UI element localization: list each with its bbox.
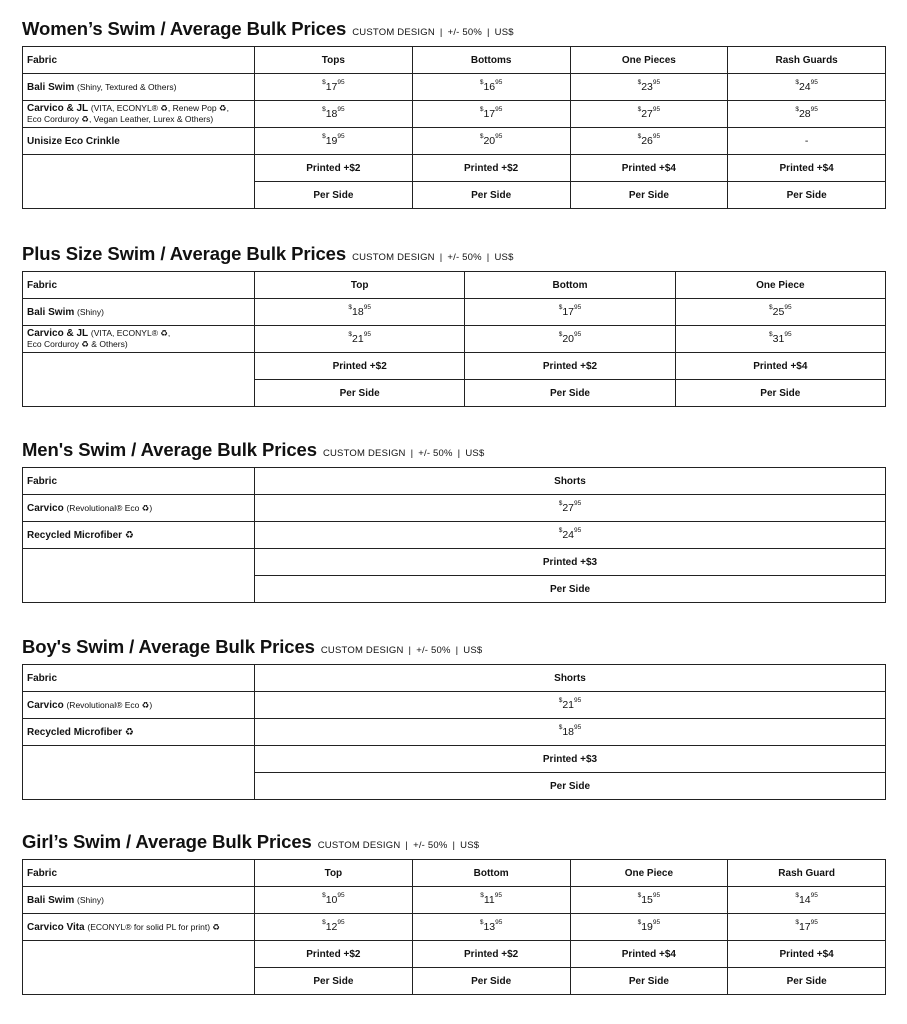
printed-surcharge: Printed +$2 [255,353,465,380]
price-currency: $ [479,133,484,140]
printed-surcharge: Printed +$4 [570,941,728,968]
price-dollars: 15 [641,894,653,906]
header-fabric: Fabric [23,665,255,692]
price-cell [728,128,886,155]
printed-surcharge: Printed +$4 [728,155,886,182]
price-cents: 95 [337,106,345,113]
meta-currency: US$ [494,252,514,263]
header-row [23,468,886,495]
blank-cell [23,353,255,407]
table-row [23,914,886,941]
price-table [22,271,886,407]
price-dollars: 17 [483,108,496,120]
meta-divider: | [405,840,409,851]
price-table [22,664,886,800]
price-table [22,859,886,995]
fabric-name: Carvico & JL [27,328,89,339]
section-boys-swim [22,636,885,800]
price-cents: 95 [574,331,582,338]
meta-range: +/- 50% [447,27,482,38]
header-row [23,272,886,299]
price-cents: 95 [810,106,818,113]
price-currency: $ [637,133,642,140]
section-plus-size-swim [22,243,885,407]
title-row [22,636,885,660]
fabric-cell [23,128,255,155]
price-dollars: 21 [352,333,364,345]
price-currency: $ [479,106,484,113]
price-cell [728,101,886,128]
header-column: Top [255,272,465,299]
table-row [23,522,886,549]
price-cell [465,326,675,353]
printed-row [23,549,886,576]
fabric-cell [23,887,255,914]
price-currency: $ [769,331,773,338]
table-row [23,326,886,353]
title-meta [323,448,485,459]
price-cents: 95 [363,331,371,338]
price-currency: $ [558,331,563,338]
price-dollars: 11 [483,894,495,906]
header-fabric: Fabric [23,860,255,887]
price-currency: $ [322,79,326,86]
fabric-name: Bali Swim [27,81,75,93]
price-cents: 95 [495,919,503,926]
price-cell [675,299,885,326]
meta-custom-design: CUSTOM DESIGN [317,840,401,851]
price-cell [412,128,570,155]
price-cents: 95 [652,106,661,113]
price-cents: 95 [784,331,792,338]
header-column: One Pieces [570,47,728,74]
fabric-name: Bali Swim [27,894,75,906]
meta-currency: US$ [465,448,485,459]
price-dollars: 18 [562,726,575,738]
price-currency: $ [637,919,642,926]
price-cell [255,914,413,941]
price-currency: $ [795,106,799,113]
price-dollars: 13 [483,921,496,933]
fabric-note-line2: Eco Corduroy ♻ & Others) [27,339,128,349]
header-column: One Piece [675,272,885,299]
fabric-note-line2: Eco Corduroy ♻, Vegan Leather, Lurex & Others) [27,114,214,124]
section-girls-swim [22,831,885,995]
price-cell [255,495,886,522]
price-cell [675,326,885,353]
price-cents: 95 [574,500,582,507]
section-title: Boy's Swim / Average Bulk Prices [22,636,315,657]
header-column: Rash Guard [728,860,886,887]
section-mens-swim [22,439,885,603]
header-column: Bottoms [412,47,570,74]
meta-currency: US$ [494,27,514,38]
table-row [23,719,886,746]
meta-divider: | [455,645,459,656]
price-dollars: 17 [798,921,811,933]
price-dollars: 18 [325,108,338,120]
price-cents: 95 [495,106,503,113]
price-currency: $ [795,79,799,86]
price-cell [412,101,570,128]
header-fabric: Fabric [23,47,255,74]
price-dollars: 26 [641,135,653,147]
price-cents: 95 [784,304,792,311]
header-row [23,47,886,74]
printed-surcharge: Printed +$4 [675,353,885,380]
section-title: Girl’s Swim / Average Bulk Prices [22,831,312,852]
per-side-label: Per Side [465,380,675,407]
fabric-cell [23,299,255,326]
price-currency: $ [322,106,326,113]
section-womens-swim [22,18,885,209]
title-meta [318,840,480,851]
price-cents: 95 [494,892,502,899]
header-column: Rash Guards [728,47,886,74]
per-side-label: Per Side [255,576,886,603]
title-meta [321,645,483,656]
price-cents: 95 [337,79,345,86]
price-cents: 95 [574,724,582,731]
fabric-note: (ECONYL® for solid PL for print) ♻ [87,921,221,932]
price-cell [255,887,413,914]
fabric-name: Carvico [27,502,64,514]
fabric-note: (Shiny) [77,894,104,905]
printed-surcharge: Printed +$3 [255,549,886,576]
price-cell [570,914,728,941]
price-currency: $ [558,724,563,731]
per-side-label: Per Side [728,182,886,209]
price-currency: $ [479,919,484,926]
fabric-note: (Revolutional® Eco ♻) [66,699,153,710]
price-cents: 95 [574,697,582,704]
printed-surcharge: Printed +$2 [465,353,675,380]
price-cents: 95 [337,133,345,140]
price-cents: 95 [652,79,661,86]
price-dollars: - [804,135,809,147]
price-cell [728,887,886,914]
meta-custom-design: CUSTOM DESIGN [352,27,435,38]
table-row [23,887,886,914]
section-title: Women’s Swim / Average Bulk Prices [22,18,347,39]
price-currency: $ [637,79,642,86]
price-cell [728,914,886,941]
price-dollars: 31 [772,333,785,345]
meta-divider: | [408,645,412,656]
table-row [23,128,886,155]
price-currency: $ [637,106,642,113]
price-cell [570,74,728,101]
price-currency: $ [322,133,326,140]
fabric-cell [23,692,255,719]
per-side-label: Per Side [570,182,728,209]
printed-surcharge: Printed +$2 [412,155,570,182]
fabric-note: (Shiny, Textured & Others) [77,81,177,92]
price-currency: $ [348,304,353,311]
fabric-name: Carvico & JL [27,103,89,114]
per-side-label: Per Side [412,182,570,209]
price-dollars: 16 [483,81,496,93]
price-cell [728,74,886,101]
per-side-label: Per Side [255,968,413,995]
per-side-label: Per Side [412,968,570,995]
table-row [23,692,886,719]
price-cents: 95 [337,892,345,899]
price-dollars: 17 [325,81,338,93]
price-dollars: 27 [641,108,653,120]
fabric-name: Carvico Vita [27,921,85,933]
fabric-cell [23,101,255,128]
meta-custom-design: CUSTOM DESIGN [352,252,435,263]
price-cents: 95 [495,79,503,86]
meta-range: +/- 50% [413,840,448,851]
title-row [22,439,885,463]
price-currency: $ [795,919,799,926]
blank-cell [23,155,255,209]
price-dollars: 20 [483,135,496,147]
printed-row [23,155,886,182]
meta-range: +/- 50% [418,448,453,459]
price-cell [255,719,886,746]
meta-custom-design: CUSTOM DESIGN [320,645,404,656]
price-currency: $ [322,919,326,926]
blank-cell [23,941,255,995]
fabric-name: Carvico [27,699,64,711]
price-currency: $ [558,304,563,311]
price-cents: 95 [574,527,582,534]
price-dollars: 19 [641,921,653,933]
meta-range: +/- 50% [416,645,451,656]
printed-surcharge: Printed +$2 [255,155,413,182]
price-dollars: 18 [352,306,364,318]
header-row [23,860,886,887]
price-currency: $ [348,331,353,338]
fabric-name: Unisize Eco Crinkle [27,135,120,147]
price-dollars: 24 [562,529,575,541]
fabric-note: (VITA, ECONYL® ♻, [90,328,171,338]
fabric-cell [23,914,255,941]
price-currency: $ [637,892,642,899]
header-column: Bottom [465,272,675,299]
price-currency: $ [322,892,326,899]
printed-surcharge: Printed +$4 [570,155,728,182]
fabric-note: (Shiny) [77,306,104,317]
printed-surcharge: Printed +$4 [728,941,886,968]
title-meta [352,27,514,38]
fabric-name: Recycled Microfiber ♻ [27,726,134,738]
meta-divider: | [486,27,490,38]
price-table [22,46,886,209]
blank-cell [23,746,255,800]
section-title: Plus Size Swim / Average Bulk Prices [22,243,347,264]
price-cents: 95 [652,919,661,926]
price-dollars: 19 [325,135,338,147]
fabric-name: Bali Swim [27,306,75,318]
price-cell [255,326,465,353]
price-currency: $ [769,304,773,311]
price-cell [570,128,728,155]
printed-row [23,941,886,968]
price-cents: 95 [574,304,582,311]
price-cell [465,299,675,326]
price-currency: $ [558,697,563,704]
meta-range: +/- 50% [447,252,482,263]
price-dollars: 21 [562,699,575,711]
title-row [22,831,885,855]
table-row [23,299,886,326]
price-cents: 95 [652,133,661,140]
header-fabric: Fabric [23,468,255,495]
price-dollars: 23 [641,81,653,93]
header-fabric: Fabric [23,272,255,299]
price-cell [255,692,886,719]
header-column: Tops [255,47,413,74]
price-dollars: 12 [325,921,338,933]
price-cell [255,128,413,155]
price-table [22,467,886,603]
price-dollars: 27 [562,502,575,514]
price-cell [255,74,413,101]
price-cents: 95 [652,892,661,899]
title-meta [352,252,514,263]
price-cell [255,101,413,128]
price-cell [412,914,570,941]
fabric-cell [23,74,255,101]
blank-cell [23,549,255,603]
fabric-note: (VITA, ECONYL® ♻, Renew Pop ♻, [90,103,229,113]
price-dollars: 14 [798,894,811,906]
per-side-label: Per Side [255,380,465,407]
meta-divider: | [457,448,461,459]
price-cell [570,101,728,128]
title-row [22,243,885,267]
header-column: Bottom [412,860,570,887]
fabric-cell [23,719,255,746]
printed-row [23,746,886,773]
meta-divider: | [439,252,443,263]
fabric-cell [23,495,255,522]
per-side-label: Per Side [255,773,886,800]
header-column: Shorts [255,468,886,495]
price-currency: $ [558,527,563,534]
price-currency: $ [795,892,799,899]
printed-surcharge: Printed +$2 [412,941,570,968]
meta-currency: US$ [463,645,483,656]
price-cell [412,74,570,101]
price-dollars: 17 [562,306,575,318]
price-currency: $ [558,500,563,507]
title-row [22,18,885,42]
price-dollars: 10 [325,894,338,906]
price-cents: 95 [810,919,818,926]
printed-surcharge: Printed +$2 [255,941,413,968]
price-cell [570,887,728,914]
header-row [23,665,886,692]
table-row [23,74,886,101]
price-dollars: 28 [798,108,811,120]
per-side-label: Per Side [570,968,728,995]
per-side-label: Per Side [675,380,885,407]
price-cents: 95 [810,892,818,899]
header-column: Shorts [255,665,886,692]
price-cents: 95 [363,304,371,311]
printed-row [23,353,886,380]
table-row [23,101,886,128]
price-cents: 95 [495,133,503,140]
price-cents: 95 [337,919,345,926]
header-column: One Piece [570,860,728,887]
price-cell [255,299,465,326]
price-cents: 95 [810,79,818,86]
meta-divider: | [439,27,443,38]
header-column: Top [255,860,413,887]
price-cell [255,522,886,549]
fabric-cell [23,326,255,353]
meta-divider: | [452,840,456,851]
printed-surcharge: Printed +$3 [255,746,886,773]
per-side-label: Per Side [728,968,886,995]
meta-currency: US$ [460,840,480,851]
price-cell [412,887,570,914]
per-side-label: Per Side [255,182,413,209]
section-title: Men's Swim / Average Bulk Prices [22,439,317,460]
meta-divider: | [486,252,490,263]
table-row [23,495,886,522]
fabric-note: (Revolutional® Eco ♻) [66,502,153,513]
fabric-name: Recycled Microfiber ♻ [27,529,134,541]
meta-custom-design: CUSTOM DESIGN [322,448,406,459]
fabric-cell [23,522,255,549]
price-currency: $ [480,892,484,899]
price-dollars: 24 [798,81,811,93]
meta-divider: | [410,448,414,459]
price-dollars: 25 [772,306,785,318]
price-dollars: 20 [562,333,575,345]
price-currency: $ [479,79,484,86]
